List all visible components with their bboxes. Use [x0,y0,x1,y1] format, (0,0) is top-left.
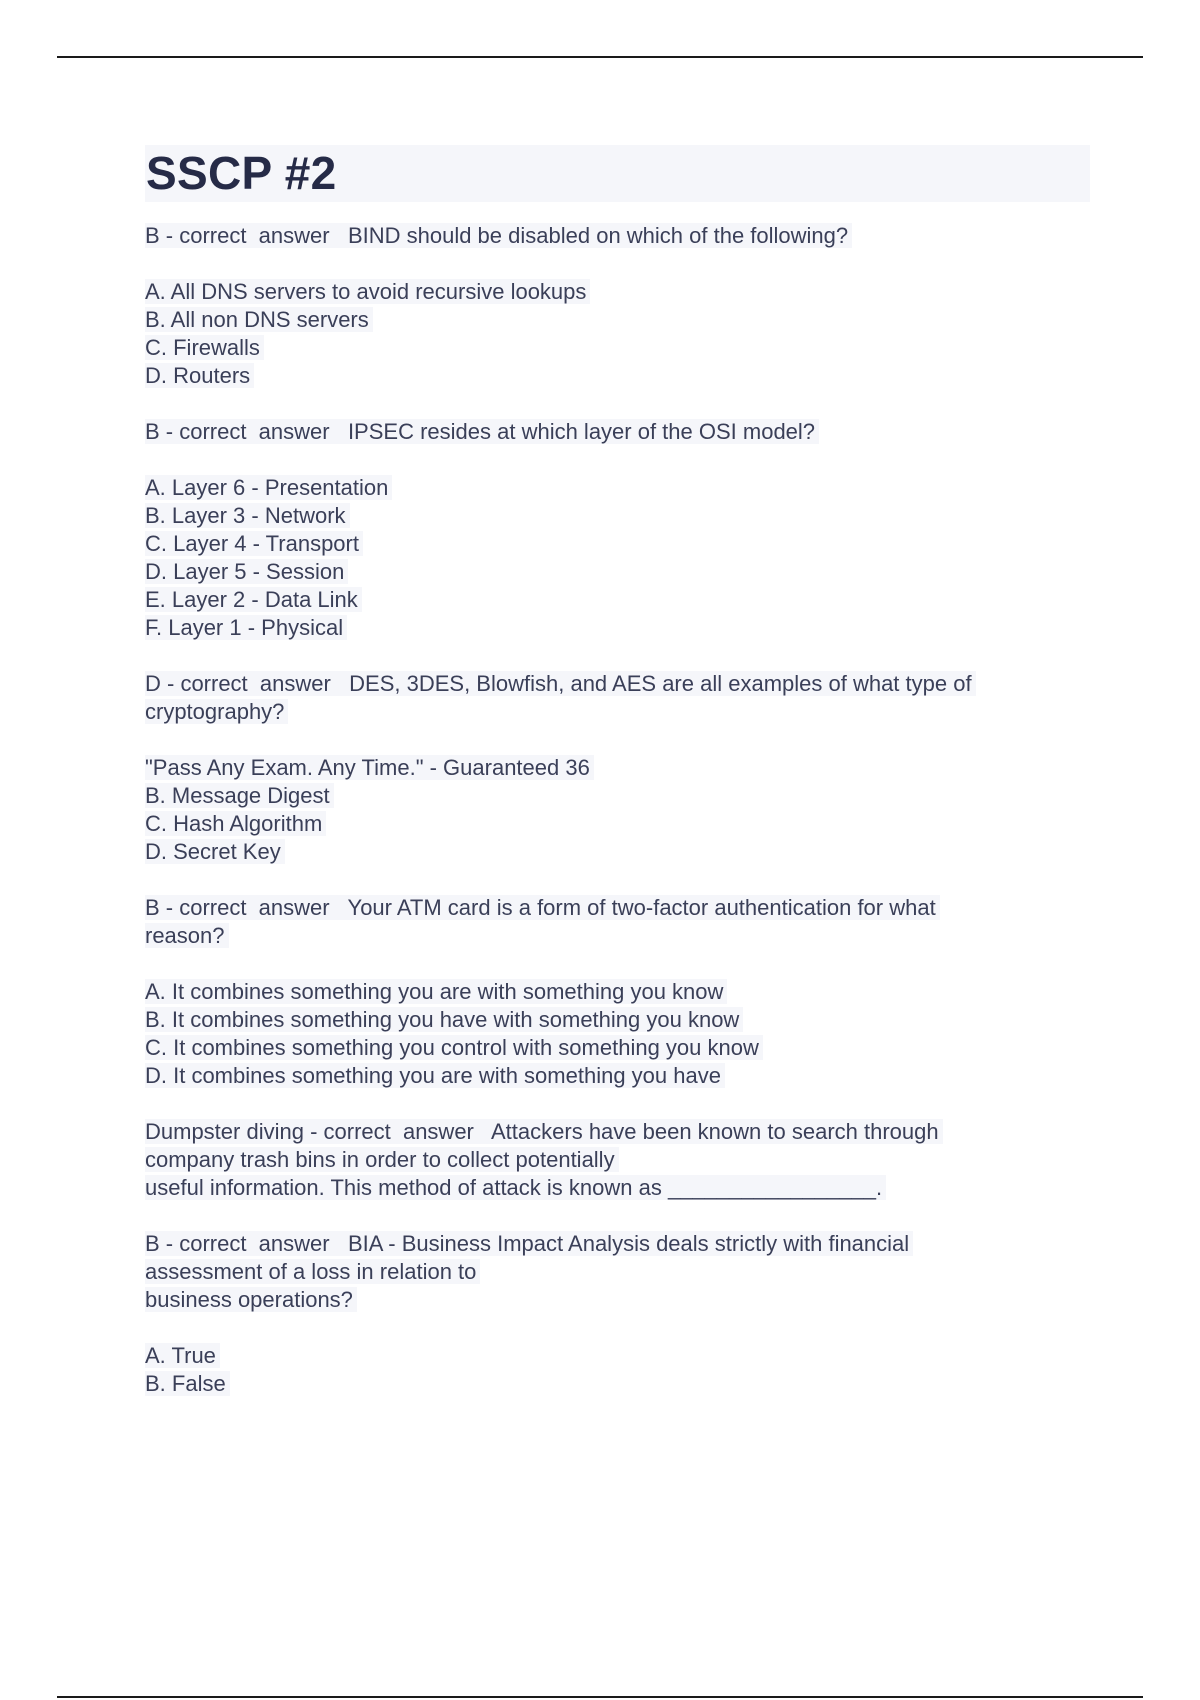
qa-block-3 [145,670,1090,866]
question-line: business operations? [145,1287,357,1312]
question-line: useful information. This method of attack is known as _________________. [145,1175,886,1200]
answer-options [145,474,1090,642]
answer-option: A. True [145,1343,220,1368]
answer-option: C. Layer 4 - Transport [145,531,363,556]
answer-options [145,1342,1090,1398]
answer-option: B. It combines something you have with something you know [145,1007,743,1032]
qa-block-1 [145,222,1090,390]
answer-option: B. Layer 3 - Network [145,503,350,528]
answer-option: D. Layer 5 - Session [145,559,348,584]
qa-block-5 [145,1118,1090,1202]
question-line: B - correct answer Your ATM card is a form of two-factor authentication for what [145,895,940,920]
question-line: D - correct answer DES, 3DES, Blowfish, and AES are all examples of what type of [145,671,976,696]
answer-option: D. Secret Key [145,839,285,864]
qa-block-6 [145,1230,1090,1398]
question-text [145,1118,1090,1202]
answer-option: B. False [145,1371,230,1396]
answer-option: F. Layer 1 - Physical [145,615,347,640]
question-line: cryptography? [145,699,288,724]
answer-options [145,978,1090,1090]
question-line: Dumpster diving - correct answer Attackers have been known to search through [145,1119,943,1144]
question-line: company trash bins in order to collect potentially [145,1147,619,1172]
answer-options [145,754,1090,866]
title-banner [145,145,1090,202]
top-rule [57,56,1143,58]
question-text [145,1230,1090,1314]
answer-option: E. Layer 2 - Data Link [145,587,362,612]
answer-option: D. It combines something you are with something you have [145,1063,725,1088]
answer-option: C. It combines something you control with something you know [145,1035,763,1060]
answer-option: A. All DNS servers to avoid recursive lookups [145,279,590,304]
document-body [145,145,1090,1426]
answer-option: C. Firewalls [145,335,264,360]
question-line: assessment of a loss in relation to [145,1259,480,1284]
question-line: reason? [145,923,229,948]
question-line: B - correct answer BIND should be disabled on which of the following? [145,223,852,248]
question-text [145,222,1090,250]
answer-option: A. Layer 6 - Presentation [145,475,392,500]
answer-option: "Pass Any Exam. Any Time." - Guaranteed 36 [145,755,594,780]
question-text [145,894,1090,950]
question-line: B - correct answer BIA - Business Impact Analysis deals strictly with financial [145,1231,913,1256]
question-text [145,670,1090,726]
question-line: B - correct answer IPSEC resides at which layer of the OSI model? [145,419,819,444]
page-title: SSCP #2 [146,147,337,199]
question-text [145,418,1090,446]
answer-option: B. All non DNS servers [145,307,373,332]
bottom-rule [57,1696,1143,1698]
answer-option: A. It combines something you are with something you know [145,979,727,1004]
answer-option: D. Routers [145,363,254,388]
qa-block-2 [145,418,1090,642]
answer-option: C. Hash Algorithm [145,811,326,836]
qa-block-4 [145,894,1090,1090]
answer-option: B. Message Digest [145,783,334,808]
answer-options [145,278,1090,390]
